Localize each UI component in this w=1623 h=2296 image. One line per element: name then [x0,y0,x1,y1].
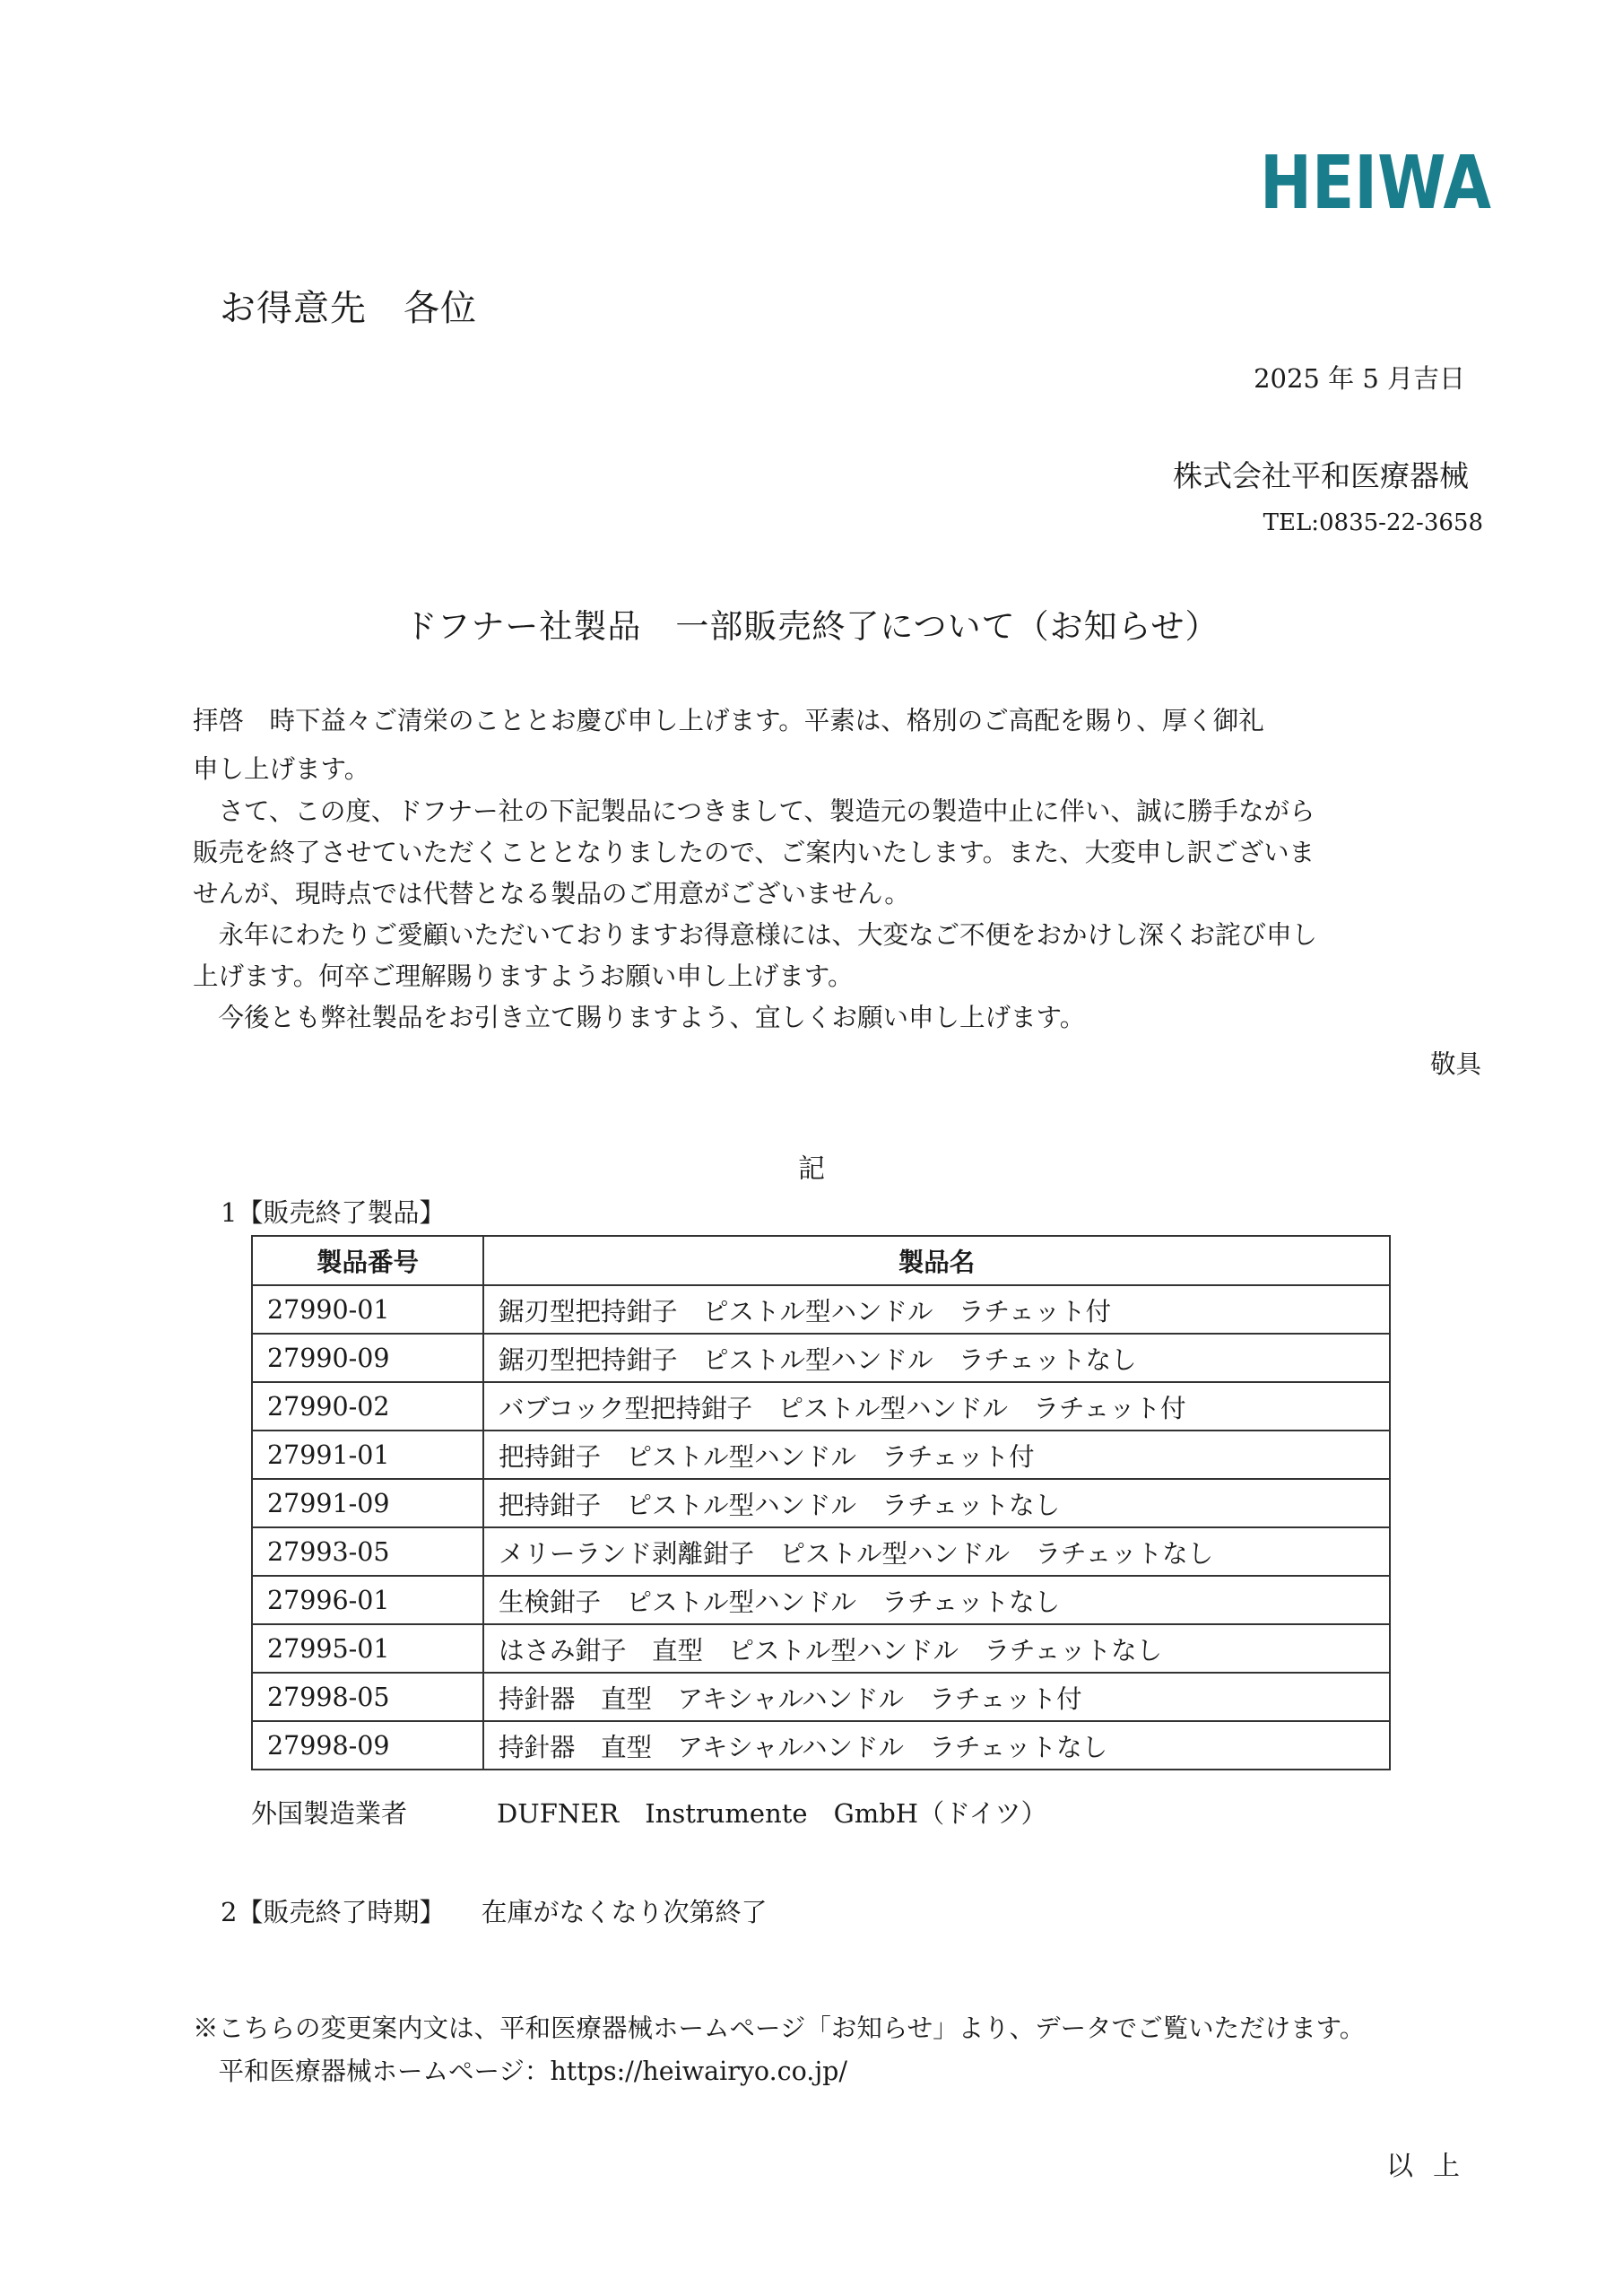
body-line: 販売を終了させていただくこととなりましたので、ご案内いたします。また、大変申し訳ございま [193,838,1315,867]
table-row [252,1431,1390,1479]
foreign-manufacturer [251,1794,1047,1831]
table-row [252,1334,1390,1382]
table-header-row [252,1236,1390,1285]
svg-text:HEIWA: HEIWA [1260,141,1492,226]
section1-heading: 1【販売終了製品】 [221,1197,446,1228]
product-name: 鋸刃型把持鉗子 ピストル型ハンドル ラチェット付 [483,1285,1390,1334]
product-name: バブコック型把持鉗子 ピストル型ハンドル ラチェット付 [483,1382,1390,1431]
product-number: 27998-09 [252,1721,483,1770]
closing-keigu: 敬具 [1429,1049,1481,1079]
homepage-label: 平和医療器械ホームページ： [193,2057,551,2086]
table-row [252,1721,1390,1770]
document-title: ドフナー社製品 一部販売終了について（お知らせ） [404,607,1219,646]
product-number: 27990-02 [252,1382,483,1431]
product-name: 持針器 直型 アキシャルハンドル ラチェット付 [483,1673,1390,1721]
manufacturer-label: 外国製造業者 [251,1798,408,1829]
header-product-number: 製品番号 [252,1236,483,1285]
table-row [252,1479,1390,1527]
note-line: ※こちらの変更案内文は、平和医療器械ホームページ「お知らせ」より、データでご覧いただけます。 [193,2013,1366,2043]
product-number: 27995-01 [252,1624,483,1673]
body-line: せんが、現時点では代替となる製品のご用意がございません。 [193,879,910,909]
homepage-link[interactable]: https://heiwairyo.co.jp/ [550,2057,848,2086]
discontinued-products-table [251,1235,1391,1770]
section2 [221,1892,767,1929]
product-name: はさみ鉗子 直型 ピストル型ハンドル ラチェットなし [483,1624,1390,1673]
product-number: 27996-01 [252,1576,483,1624]
product-name: 生検鉗子 ピストル型ハンドル ラチェットなし [483,1576,1390,1624]
ki-heading: 記 [798,1153,825,1185]
header-product-name: 製品名 [483,1236,1390,1285]
body-line: 永年にわたりご愛顧いただいておりますお得意様には、大変なご不便をおかけし深くお詫び申し [193,920,1318,950]
product-name: 把持鉗子 ピストル型ハンドル ラチェット付 [483,1431,1390,1479]
table-row [252,1576,1390,1624]
note [193,2007,1365,2093]
table-row [252,1382,1390,1431]
product-number: 27991-01 [252,1431,483,1479]
manufacturer-value: DUFNER Instrumente GmbH（ドイツ） [497,1798,1047,1829]
closing-ijo: 以上 [1386,2151,1480,2182]
heiwa-logo [1260,141,1493,226]
table-row [252,1285,1390,1334]
body-line: さて、この度、ドフナー社の下記製品につきまして、製造元の製造中止に伴い、誠に勝手ながら [193,796,1315,826]
body-line: 上げます。何卒ご理解賜りますようお願い申し上げます。 [193,961,854,991]
section2-value: 在庫がなくなり次第終了 [481,1897,768,1927]
table-row [252,1624,1390,1673]
company-name: 株式会社平和医療器械 [1173,458,1469,493]
product-name: 鋸刃型把持鉗子 ピストル型ハンドル ラチェットなし [483,1334,1390,1382]
issue-date: 2025 年 5 月吉日 [1254,363,1465,394]
product-number: 27991-09 [252,1479,483,1527]
product-name: 把持鉗子 ピストル型ハンドル ラチェットなし [483,1479,1390,1527]
section2-heading: 2【販売終了時期】 [221,1897,446,1927]
greeting-paragraph [193,697,1484,794]
body-line: 申し上げます。 [193,754,370,784]
homepage-line [193,2050,1365,2093]
company-tel: TEL:0835-22-3658 [1263,509,1483,536]
product-name: 持針器 直型 アキシャルハンドル ラチェットなし [483,1721,1390,1770]
table-row [252,1673,1390,1721]
body-paragraphs [193,791,1484,1039]
addressee: お得意先 各位 [220,288,477,329]
product-number: 27998-05 [252,1673,483,1721]
product-number: 27990-09 [252,1334,483,1382]
product-name: メリーランド剥離鉗子 ピストル型ハンドル ラチェットなし [483,1527,1390,1576]
body-line: 今後とも弊社製品をお引き立て賜りますよう、宜しくお願い申し上げます。 [193,1003,1086,1032]
product-number: 27993-05 [252,1527,483,1576]
product-number: 27990-01 [252,1285,483,1334]
body-line: 拝啓 時下益々ご清栄のこととお慶び申し上げます。平素は、格別のご高配を賜り、厚く御礼 [193,706,1264,735]
table-row [252,1527,1390,1576]
